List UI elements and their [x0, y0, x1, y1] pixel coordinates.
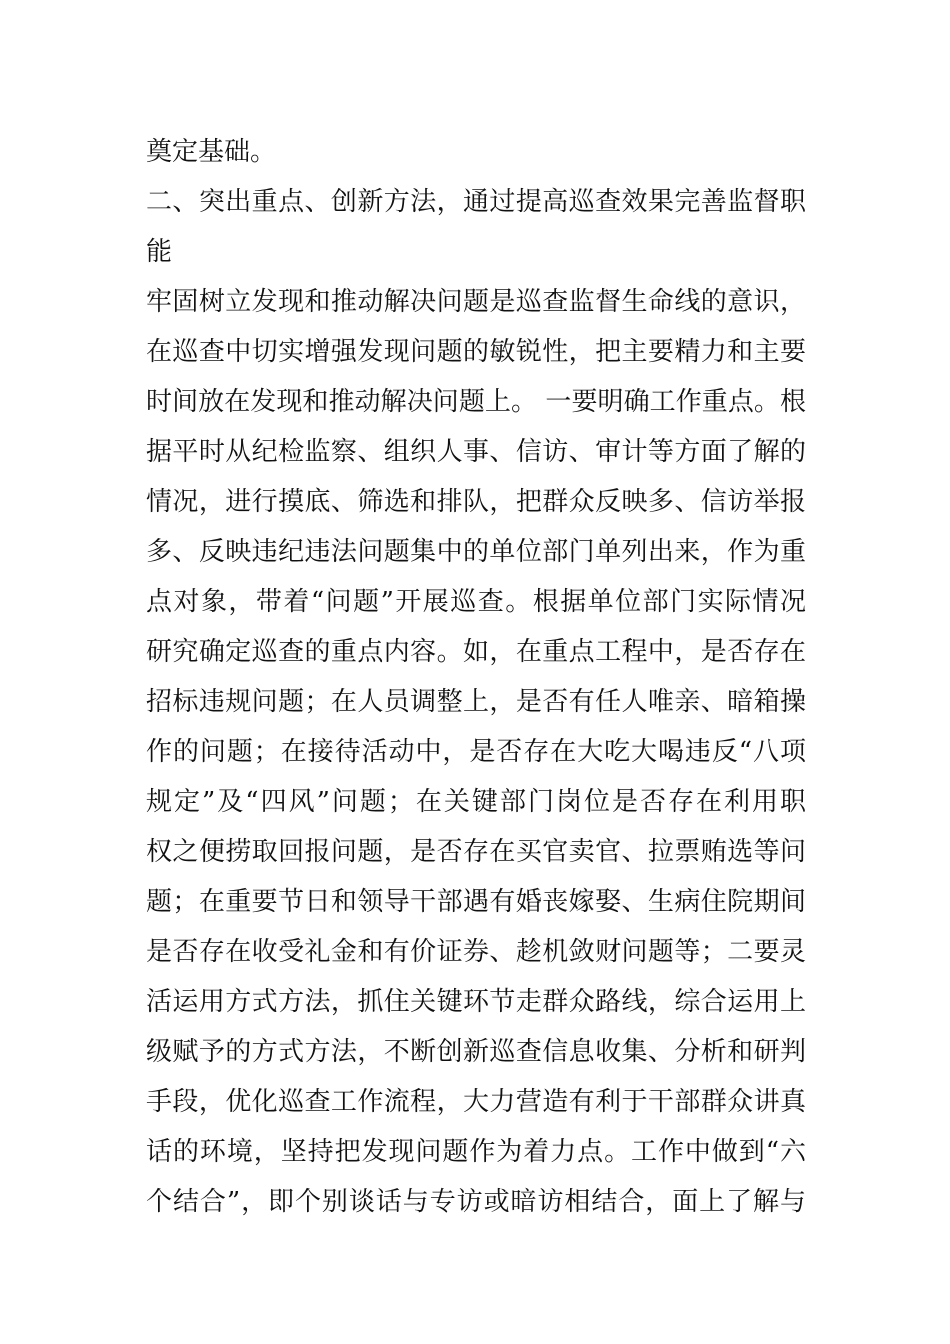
section-heading-line: 能 [146, 237, 173, 267]
text-line: 时间放在发现和推动解决问题上。 一要明确工作重点。根 [146, 387, 806, 417]
text-line: 是否存在收受礼金和有价证券、趁机敛财问题等；二要灵 [146, 937, 806, 967]
text-line: 手段，优化巡查工作流程，大力营造有利于干部群众讲真 [146, 1087, 806, 1117]
text-line: 作的问题；在接待活动中，是否存在大吃大喝违反“八项 [146, 737, 806, 767]
text-line: 奠定基础。 [146, 137, 277, 167]
text-line: 个结合”，即个别谈话与专访或暗访相结合，面上了解与 [146, 1187, 806, 1217]
text-line: 题；在重要节日和领导干部遇有婚丧嫁娶、生病住院期间 [146, 887, 806, 917]
section-heading-line: 二、突出重点、创新方法，通过提高巡查效果完善监督职 [146, 187, 806, 217]
text-line: 权之便捞取回报问题，是否存在买官卖官、拉票贿选等问 [146, 837, 806, 867]
text-line: 点对象，带着“问题”开展巡查。根据单位部门实际情况 [146, 587, 806, 617]
text-line: 牢固树立发现和推动解决问题是巡查监督生命线的意识， [146, 287, 806, 317]
text-line: 级赋予的方式方法，不断创新巡查信息收集、分析和研判 [146, 1037, 806, 1067]
text-line: 招标违规问题；在人员调整上，是否有任人唯亲、暗箱操 [146, 687, 806, 717]
text-line: 多、反映违纪违法问题集中的单位部门单列出来，作为重 [146, 537, 806, 567]
text-line: 活运用方式方法，抓住关键环节走群众路线，综合运用上 [146, 987, 806, 1017]
text-line: 话的环境，坚持把发现问题作为着力点。工作中做到“六 [146, 1137, 806, 1167]
text-line: 规定”及“四风”问题；在关键部门岗位是否存在利用职 [146, 787, 806, 817]
text-line: 研究确定巡查的重点内容。如，在重点工程中，是否存在 [146, 637, 806, 667]
text-line: 据平时从纪检监察、组织人事、信访、审计等方面了解的 [146, 437, 806, 467]
text-line: 在巡查中切实增强发现问题的敏锐性，把主要精力和主要 [146, 337, 806, 367]
text-line: 情况，进行摸底、筛选和排队，把群众反映多、信访举报 [146, 487, 806, 517]
